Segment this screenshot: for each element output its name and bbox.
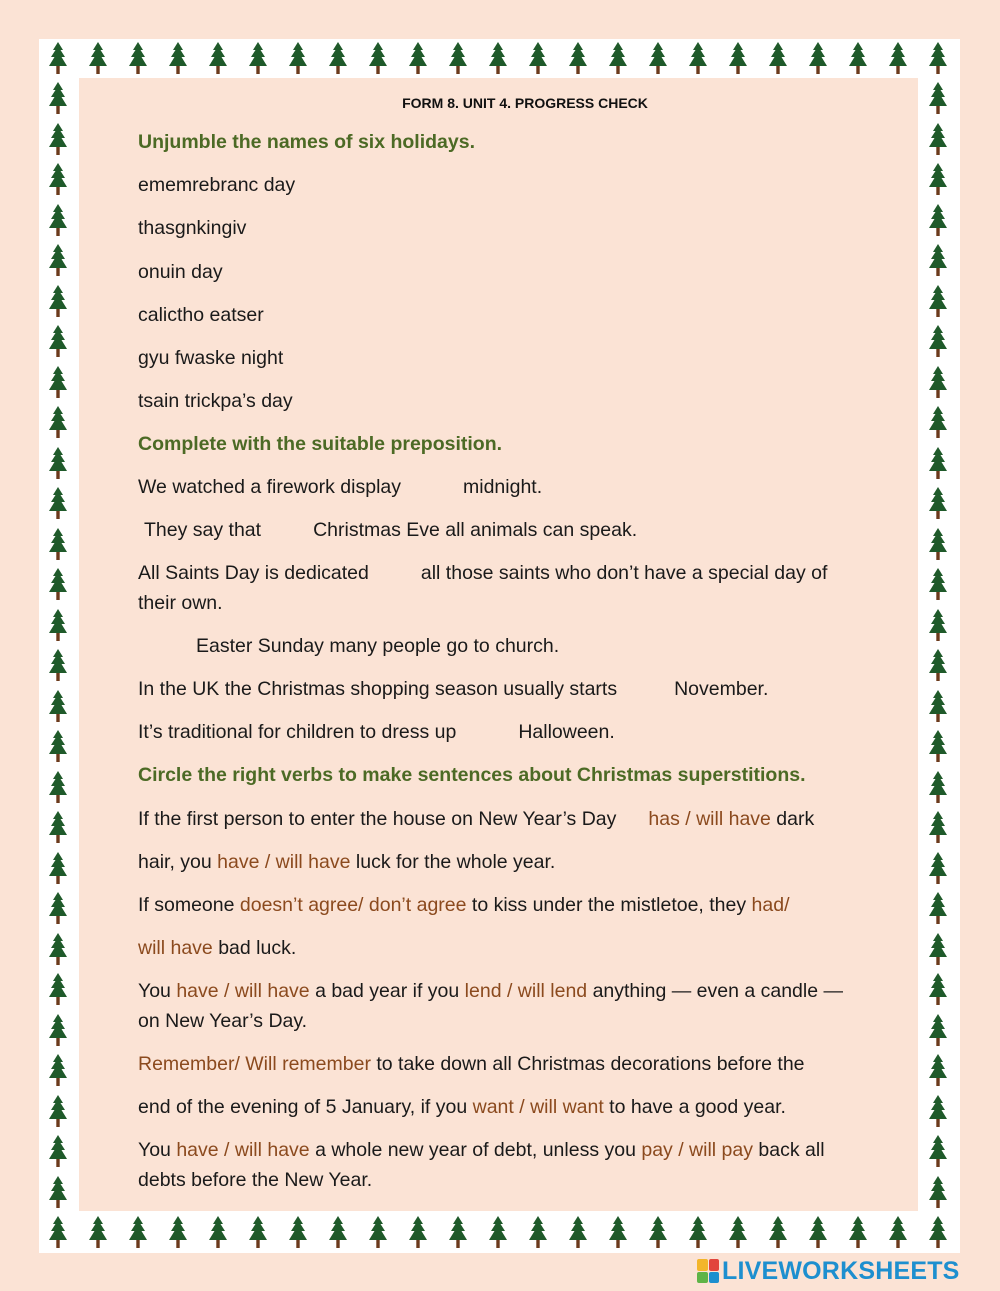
pine-tree-icon (328, 41, 348, 75)
pine-tree-icon (328, 1215, 348, 1249)
pine-tree-icon (48, 1134, 68, 1168)
pine-tree-icon (128, 1215, 148, 1249)
pine-tree-icon (648, 41, 668, 75)
pine-tree-icon (928, 891, 948, 925)
pine-tree-icon (208, 1215, 228, 1249)
pine-tree-icon (368, 1215, 388, 1249)
sentence-text: All Saints Day is dedicated (138, 562, 369, 584)
sentence-text: If the first person to enter the house on New Year’s Day (138, 808, 617, 830)
unjumble-item: ememrebranc day (138, 174, 296, 196)
sentence-text: bad luck. (212, 937, 297, 959)
pine-tree-icon (48, 203, 68, 237)
pine-tree-icon (48, 1053, 68, 1087)
pine-tree-icon (48, 486, 68, 520)
liveworksheets-logo (697, 1257, 960, 1285)
pine-tree-icon (208, 41, 228, 75)
verb-choice[interactable]: want / will want (472, 1096, 604, 1118)
pine-tree-icon (928, 203, 948, 237)
pine-tree-icon (48, 932, 68, 966)
sentence-text: Easter Sunday many people go to church. (196, 635, 560, 657)
sentence-text: It’s traditional for children to dress up (138, 721, 457, 743)
pine-tree-icon (48, 41, 68, 75)
pine-tree-icon (48, 648, 68, 682)
verb-sentence (138, 1053, 805, 1076)
verb-sentence (138, 851, 555, 874)
pine-tree-icon (528, 1215, 548, 1249)
verb-sentence (138, 808, 814, 831)
pine-tree-icon (48, 891, 68, 925)
pine-tree-icon (48, 324, 68, 358)
pine-tree-icon (48, 243, 68, 277)
pine-tree-icon (928, 810, 948, 844)
pine-tree-icon (928, 972, 948, 1006)
pine-tree-icon (408, 41, 428, 75)
pine-tree-icon (608, 1215, 628, 1249)
pine-tree-icon (768, 1215, 788, 1249)
pine-tree-icon (928, 162, 948, 196)
sentence-text: Christmas Eve all animals can speak. (313, 519, 638, 541)
verb-sentence (138, 980, 843, 1003)
pine-tree-icon (928, 122, 948, 156)
pine-tree-icon (848, 41, 868, 75)
pine-tree-icon (928, 1013, 948, 1047)
pine-tree-icon (928, 527, 948, 561)
pine-tree-icon (928, 1134, 948, 1168)
pine-tree-icon (928, 932, 948, 966)
logo-text: LIVEWORKSHEETS (722, 1256, 960, 1285)
verb-choice[interactable]: had/ (751, 894, 790, 916)
verb-choice[interactable]: have / will have (176, 1139, 310, 1161)
pine-tree-icon (128, 41, 148, 75)
pine-tree-icon (48, 122, 68, 156)
verb-sentence (138, 894, 790, 917)
pine-tree-icon (48, 689, 68, 723)
sentence-text: to have a good year. (603, 1096, 786, 1118)
pine-tree-icon (928, 446, 948, 480)
pine-tree-icon (928, 486, 948, 520)
pine-tree-icon (608, 41, 628, 75)
sentence-text: hair, you (138, 851, 218, 873)
pine-tree-icon (568, 1215, 588, 1249)
verb-sentence-cont: on New Year’s Day. (138, 1010, 308, 1032)
pine-tree-icon (248, 1215, 268, 1249)
pine-tree-icon (88, 1215, 108, 1249)
sentence-text: midnight. (463, 476, 543, 498)
pine-tree-icon (48, 972, 68, 1006)
pine-tree-icon (48, 770, 68, 804)
pine-tree-icon (928, 243, 948, 277)
pine-tree-icon (848, 1215, 868, 1249)
pine-tree-icon (928, 284, 948, 318)
pine-tree-icon (48, 284, 68, 318)
sentence-text: a bad year if you (309, 980, 465, 1002)
verb-sentence-cont: debts before the New Year. (138, 1169, 373, 1191)
sentence-text: anything — even a candle — (587, 980, 843, 1002)
pine-tree-icon (928, 324, 948, 358)
pine-tree-icon (48, 527, 68, 561)
verb-choice[interactable]: have / will have (176, 980, 310, 1002)
preposition-sentence (138, 635, 559, 658)
pine-tree-icon (928, 365, 948, 399)
sentence-text: Halloween. (518, 721, 615, 743)
pine-tree-icon (88, 41, 108, 75)
pine-tree-icon (48, 1215, 68, 1249)
sentence-text: They say that (144, 519, 262, 541)
preposition-sentence (138, 476, 542, 499)
pine-tree-icon (448, 1215, 468, 1249)
page-title: FORM 8. UNIT 4. PROGRESS CHECK (402, 95, 648, 111)
unjumble-item: thasgnkingiv (138, 217, 247, 239)
sentence-text: to take down all Christmas decorations before the (370, 1053, 805, 1075)
unjumble-item: tsain trickpa’s day (138, 390, 293, 412)
verb-choice[interactable]: will have (138, 937, 213, 959)
verb-choice[interactable]: has / will have (648, 808, 771, 830)
pine-tree-icon (48, 567, 68, 601)
pine-tree-icon (808, 1215, 828, 1249)
pine-tree-icon (408, 1215, 428, 1249)
sentence-text: a whole new year of debt, unless you (309, 1139, 642, 1161)
pine-tree-icon (928, 648, 948, 682)
section-heading-prepositions: Complete with the suitable preposition. (138, 433, 503, 455)
pine-tree-icon (48, 810, 68, 844)
pine-tree-icon (488, 1215, 508, 1249)
pine-tree-icon (288, 1215, 308, 1249)
pine-tree-icon (688, 41, 708, 75)
pine-tree-icon (928, 729, 948, 763)
sentence-text: dark (770, 808, 815, 830)
pine-tree-icon (928, 1175, 948, 1209)
pine-tree-icon (928, 1215, 948, 1249)
pine-tree-icon (928, 770, 948, 804)
pine-tree-icon (928, 1094, 948, 1128)
verb-choice[interactable]: doesn’t agree/ don’t agree (239, 894, 467, 916)
preposition-sentence (144, 519, 637, 542)
sentence-text: If someone (138, 894, 240, 916)
pine-tree-icon (888, 41, 908, 75)
pine-tree-icon (528, 41, 548, 75)
sentence-text: November. (674, 678, 769, 700)
pine-tree-icon (688, 1215, 708, 1249)
sentence-text: end of the evening of 5 January, if you (138, 1096, 473, 1118)
pine-tree-icon (568, 41, 588, 75)
unjumble-item: gyu fwaske night (138, 347, 284, 369)
pine-tree-icon (48, 446, 68, 480)
unjumble-item: onuin day (138, 261, 223, 283)
sentence-text: In the UK the Christmas shopping season usually starts (138, 678, 618, 700)
pine-tree-icon (368, 41, 388, 75)
verb-sentence (138, 1096, 786, 1119)
pine-tree-icon (928, 689, 948, 723)
sentence-text: luck for the whole year. (350, 851, 556, 873)
verb-sentence (138, 937, 296, 960)
logo-badge-icon (697, 1259, 719, 1283)
preposition-sentence (138, 562, 827, 585)
pine-tree-icon (808, 41, 828, 75)
pine-tree-icon (928, 405, 948, 439)
sentence-text: back all (753, 1139, 825, 1161)
verb-sentence (138, 1139, 825, 1162)
pine-tree-icon (48, 1094, 68, 1128)
pine-tree-icon (248, 41, 268, 75)
preposition-sentence (138, 721, 615, 744)
pine-tree-icon (288, 41, 308, 75)
sentence-text: all those saints who don’t have a special day of (420, 562, 828, 584)
pine-tree-icon (48, 405, 68, 439)
sentence-text: You (138, 980, 177, 1002)
pine-tree-icon (928, 851, 948, 885)
pine-tree-icon (168, 41, 188, 75)
pine-tree-icon (728, 41, 748, 75)
verb-choice[interactable]: lend / will lend (464, 980, 588, 1002)
pine-tree-icon (728, 1215, 748, 1249)
verb-choice[interactable]: pay / will pay (641, 1139, 753, 1161)
pine-tree-icon (48, 608, 68, 642)
pine-tree-icon (48, 1175, 68, 1209)
sentence-text: to kiss under the mistletoe, they (466, 894, 752, 916)
section-heading-unjumble: Unjumble the names of six holidays. (138, 131, 475, 153)
pine-tree-icon (48, 729, 68, 763)
sentence-text: We watched a firework display (138, 476, 402, 498)
verb-choice[interactable]: Remember/ Will remember (138, 1053, 371, 1075)
preposition-sentence-cont: their own. (138, 592, 223, 614)
pine-tree-icon (48, 162, 68, 196)
pine-tree-icon (928, 1053, 948, 1087)
verb-choice[interactable]: have / will have (217, 851, 351, 873)
pine-tree-icon (48, 1013, 68, 1047)
pine-tree-icon (888, 1215, 908, 1249)
section-heading-verbs: Circle the right verbs to make sentences about Christmas superstitions. (138, 764, 806, 786)
pine-tree-icon (48, 365, 68, 399)
pine-tree-icon (928, 608, 948, 642)
pine-tree-icon (48, 851, 68, 885)
preposition-sentence (138, 678, 768, 701)
pine-tree-icon (168, 1215, 188, 1249)
sentence-text: You (138, 1139, 177, 1161)
pine-tree-icon (928, 567, 948, 601)
pine-tree-icon (488, 41, 508, 75)
pine-tree-icon (768, 41, 788, 75)
pine-tree-icon (648, 1215, 668, 1249)
pine-tree-icon (448, 41, 468, 75)
unjumble-item: calictho eatser (138, 304, 264, 326)
pine-tree-icon (928, 41, 948, 75)
